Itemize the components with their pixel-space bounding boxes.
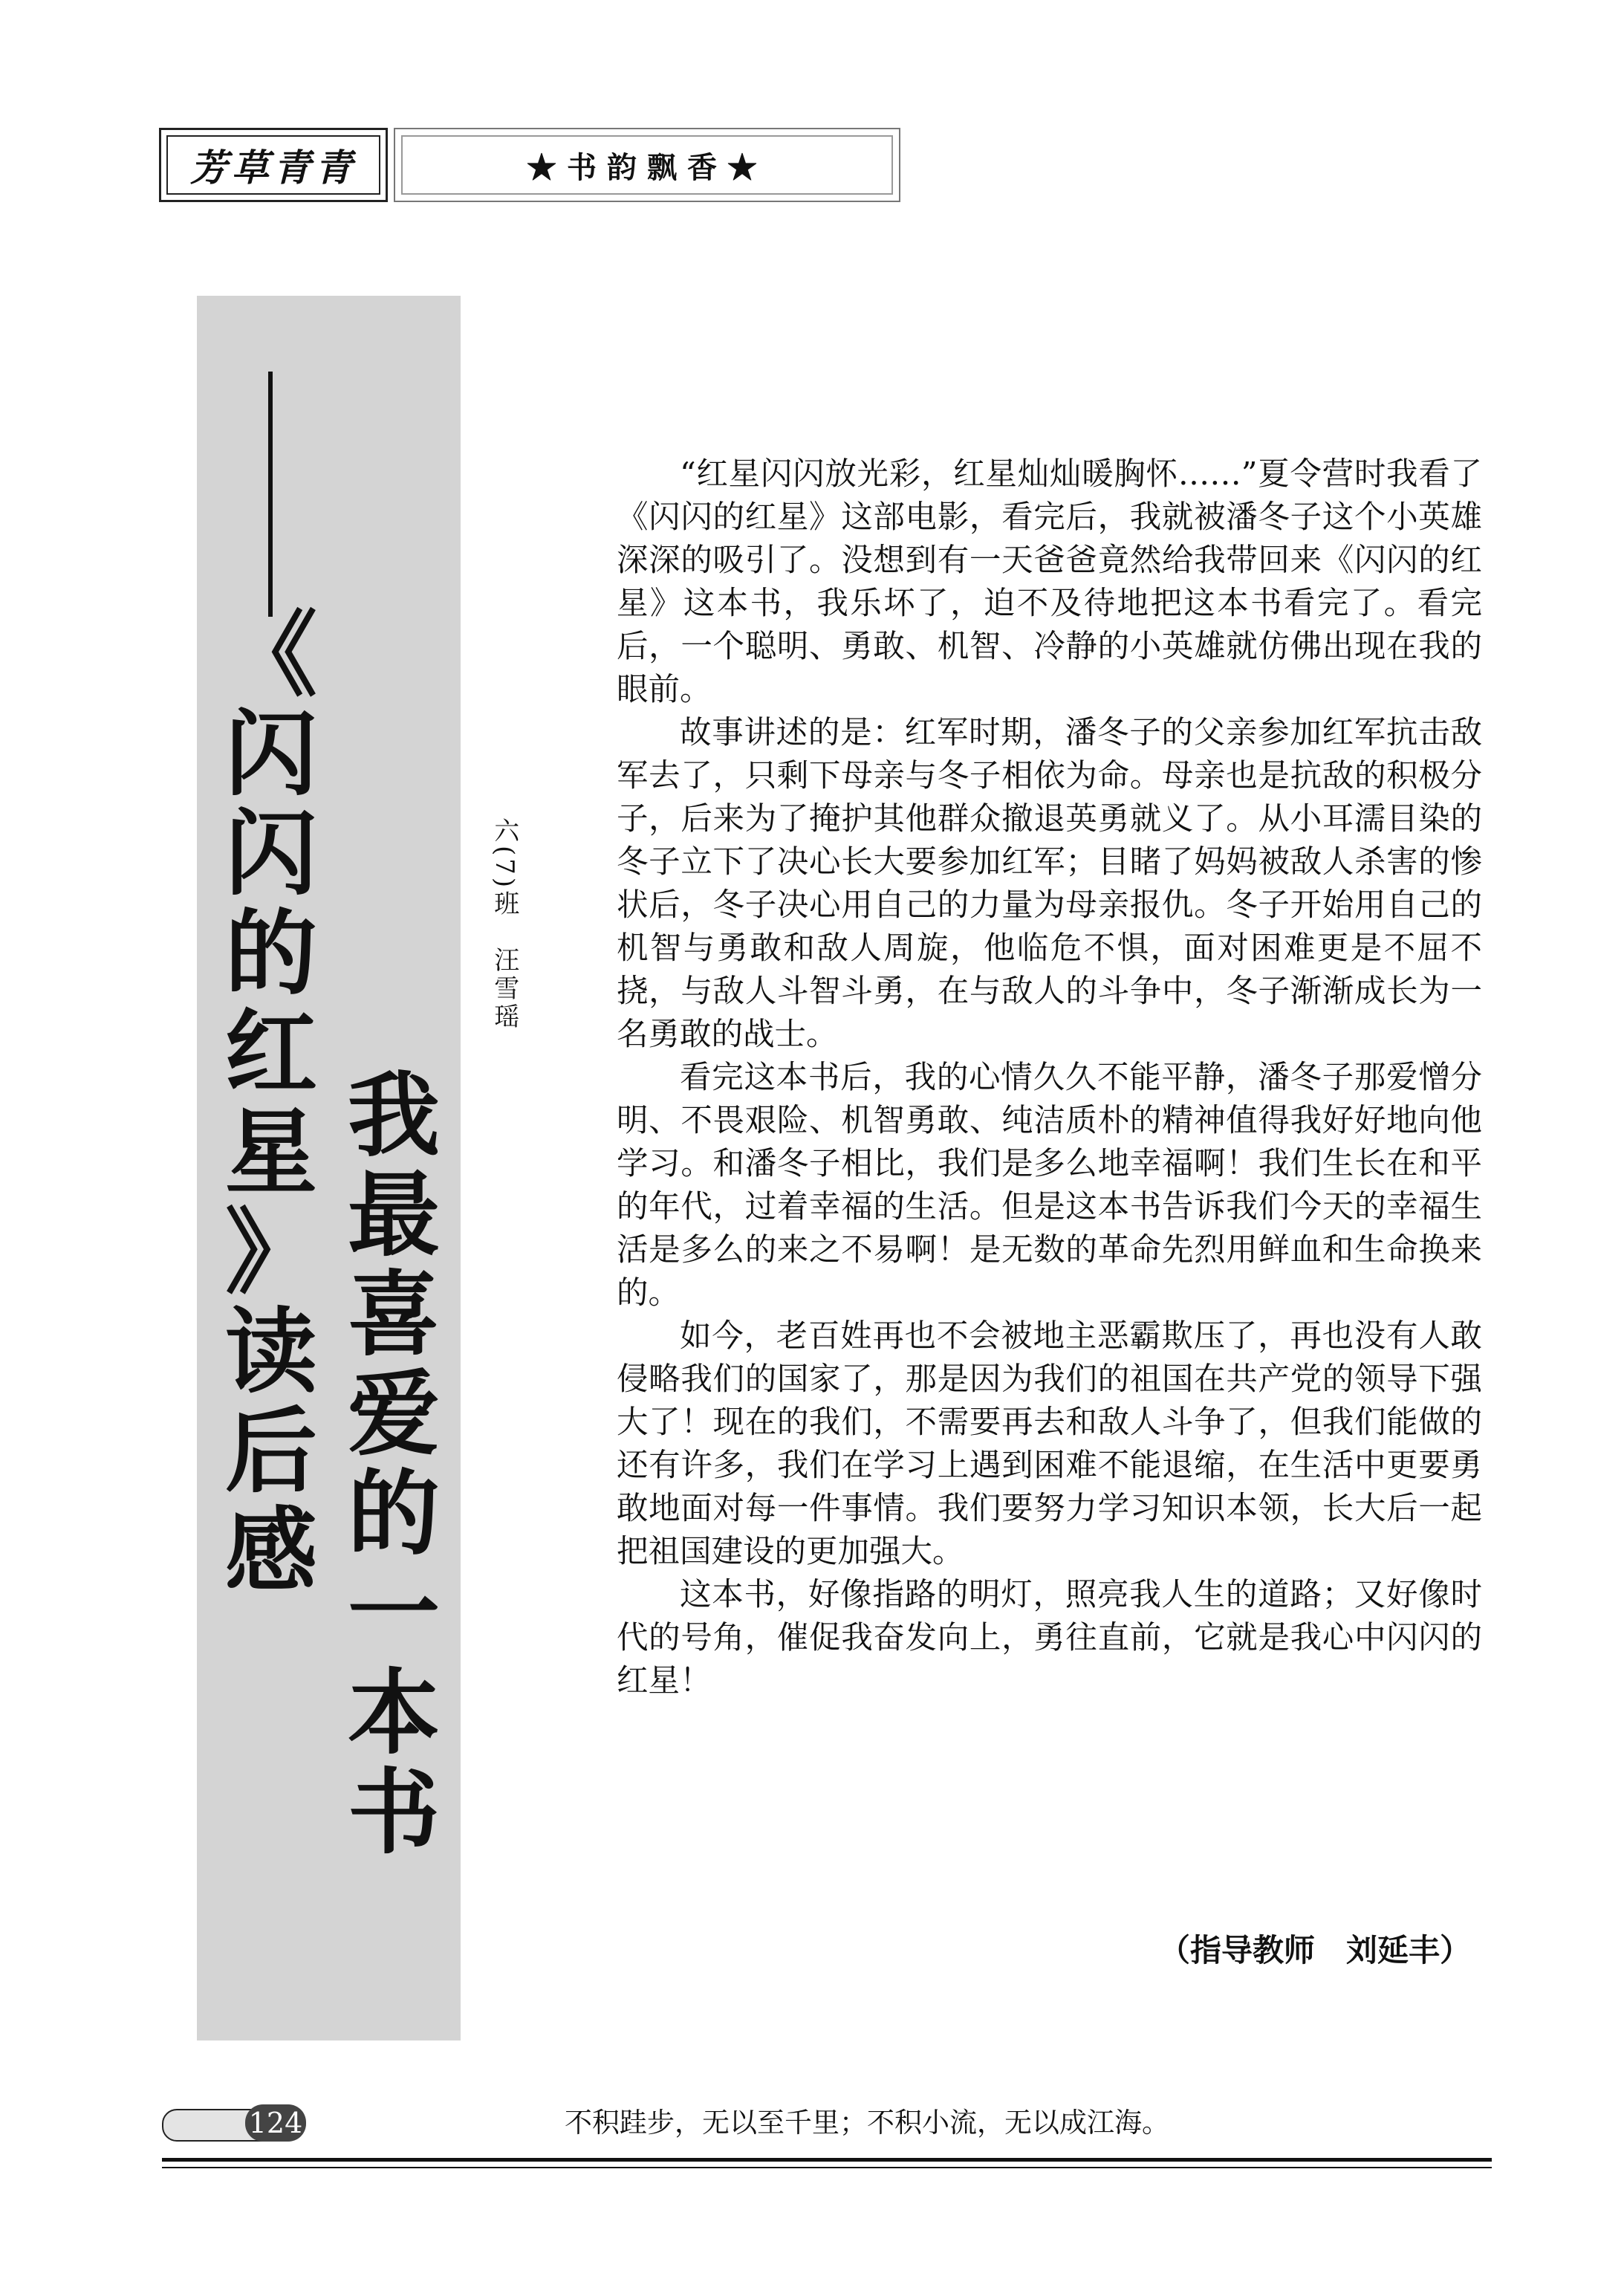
title-char: 闪	[224, 801, 317, 908]
title-char: 一	[347, 1560, 440, 1667]
article-body	[617, 453, 1482, 1703]
column-name: 芳草青青	[190, 146, 357, 189]
title-char: 星	[224, 1100, 317, 1207]
paragraph: 如今，老百姓再也不会被地主恶霸欺压了，再也没有人敢侵略我们的国家了，那是因为我们的祖国在共产党的领导下强大了！现在的我们，不需要再去和敌人斗争了，但我们能做的还有许多，我们在学习上遇到困难不能退缩，在生活中更要勇敢地面对每一件事情。我们要努力学习知识本领，长大后一起把祖国建设的更加强大。	[617, 1318, 1482, 1570]
author-byline: 六(7)班 汪雪瑶	[489, 817, 519, 1032]
footer-rule	[162, 2167, 1492, 2168]
book-title	[215, 602, 327, 1605]
title-char: 闪	[224, 701, 317, 808]
paragraph: 故事讲述的是：红军时期，潘冬子的父亲参加红军抗击敌军去了，只剩下母亲与冬子相依为命。母亲也是抗敌的积极分子，后来为了掩护其他群众撤退英勇就义了。从小耳濡目染的冬子立下了决心长大要参加红军；目睹了妈妈被敌人杀害的惨状后，冬子决心用自己的力量为母亲报仇。冬子开始用自己的机智与勇敢和敌人周旋，他临危不惧，面对困难更是不屈不挠，与敌人斗智斗勇，在与敌人的斗争中，冬子渐渐成长为一名勇敢的战士。	[617, 715, 1482, 1053]
title-char: 喜	[347, 1262, 440, 1369]
title-char: 我	[347, 1063, 440, 1170]
page-number: 124	[245, 2104, 306, 2142]
title-dash	[268, 372, 273, 617]
title-char: 爱	[347, 1361, 440, 1468]
title-char: 最	[347, 1162, 440, 1269]
main-title	[338, 1063, 449, 1867]
title-char: 后	[224, 1398, 317, 1505]
title-char: 读	[224, 1299, 317, 1406]
footer-quote: 不积跬步，无以至千里；不积小流，无以成江海。	[565, 2107, 1169, 2139]
title-char: 本	[347, 1660, 440, 1767]
title-char: 书	[347, 1760, 440, 1867]
title-char: 》	[224, 1199, 317, 1306]
title-char: 感	[224, 1498, 317, 1605]
column-name-box	[159, 128, 388, 202]
teacher-credit: （指导教师 刘延丰）	[1159, 1932, 1472, 1968]
title-char: 的	[224, 901, 317, 1008]
footer-rule	[162, 2158, 1492, 2162]
paragraph: 这本书，好像指路的明灯，照亮我人生的道路；又好像时代的号角，催促我奋发向上，勇往直前，它就是我心中闪闪的红星！	[617, 1577, 1482, 1699]
title-char: 红	[224, 1000, 317, 1107]
paragraph: “红星闪闪放光彩，红星灿灿暖胸怀……”夏令营时我看了《闪闪的红星》这部电影，看完后，我就被潘冬子这个小英雄深深的吸引了。没想到有一天爸爸竟然给我带回来《闪闪的红星》这本书，我乐坏了，迫不及待地把这本书看完了。看完后，一个聪明、勇敢、机智、冷静的小英雄就仿佛出现在我的眼前。	[617, 456, 1482, 708]
paragraph: 看完这本书后，我的心情久久不能平静，潘冬子那爱憎分明、不畏艰险、机智勇敢、纯洁质朴的精神值得我好好地向他学习。和潘冬子相比，我们是多么地幸福啊！我们生长在和平的年代，过着幸福的生活。但是这本书告诉我们今天的幸福生活是多么的来之不易啊！是无数的革命先烈用鲜血和生命换来的。	[617, 1060, 1482, 1312]
section-name-box	[394, 128, 900, 202]
section-name: ★书韵飘香★	[527, 149, 767, 185]
title-char: 《	[224, 602, 317, 709]
title-char: 的	[347, 1461, 440, 1568]
